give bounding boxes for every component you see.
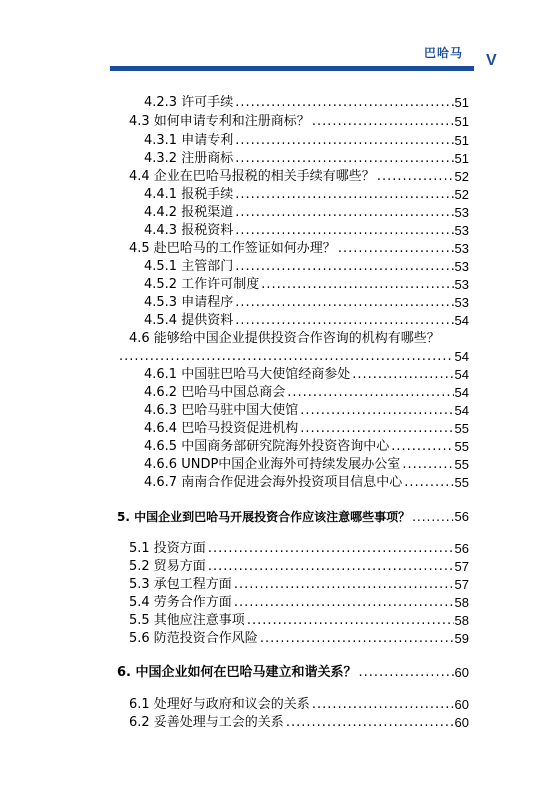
toc-entry	[144, 294, 469, 312]
leader-dots	[352, 366, 453, 384]
leader-dots	[404, 474, 453, 492]
toc-entry	[144, 222, 469, 240]
leader-dots	[234, 576, 454, 594]
toc-entry-label: 4.3.2 注册商标	[144, 151, 234, 166]
toc-entry-page: 55	[454, 457, 469, 472]
toc-chapter	[117, 508, 469, 526]
toc-entry-label: 6.1 处理好与政府和议会的关系	[129, 697, 310, 712]
toc-entry	[129, 594, 469, 612]
toc-entry-label: 4.5.1 主管部门	[144, 259, 234, 274]
leader-dots	[235, 258, 453, 276]
toc-entry-page: 54	[454, 385, 469, 400]
leader-dots	[261, 276, 453, 294]
toc-entry	[129, 612, 469, 630]
toc-entry-page: 54	[454, 367, 469, 382]
leader-dots	[235, 222, 453, 240]
toc-entry-label: 4.5.2 工作许可制度	[144, 277, 260, 292]
toc-entry-label: 4.4.1 报税手续	[144, 187, 234, 202]
toc-entry-label: 5.4 劳务合作方面	[129, 595, 232, 610]
toc-chapter	[117, 664, 469, 682]
toc-entry-label: 4.6.2 巴哈马中国总商会	[144, 385, 286, 400]
toc-entry	[144, 384, 469, 402]
toc-entry	[129, 540, 469, 558]
leader-dots	[235, 150, 453, 168]
toc-entry	[129, 714, 469, 732]
leader-dots	[312, 113, 454, 131]
toc-entry	[144, 312, 469, 330]
leader-dots	[300, 420, 453, 438]
toc-entry-page: 51	[454, 133, 469, 148]
toc-entry-label: 5.6 防范投资合作风险	[129, 631, 258, 646]
toc-entry-page: 55	[454, 475, 469, 490]
toc-entry	[144, 94, 469, 112]
leader-dots	[359, 664, 454, 682]
toc-entry	[144, 366, 469, 384]
toc-entry-label: 4.3 如何申请专利和注册商标？	[129, 114, 310, 129]
toc-entry-label: 4.6.4 巴哈马投资促进机构	[144, 421, 299, 436]
leader-dots	[208, 540, 454, 558]
toc-entry-label: 4.6 能够给中国企业提供投资合作咨询的机构有哪些？	[129, 331, 440, 346]
leader-dots	[412, 508, 453, 526]
leader-dots	[300, 402, 453, 420]
toc-entry	[129, 630, 469, 648]
toc-entry-label: 4.5.4 提供资料	[144, 313, 234, 328]
toc-entry-page: 55	[454, 439, 469, 454]
toc-entry-label: 4.4 企业在巴哈马报税的相关手续有哪些？	[129, 169, 375, 184]
toc-entry	[129, 330, 469, 348]
toc-entry-label: 4.4.2 报税渠道	[144, 205, 234, 220]
toc-entry-label: 4.6.5 中国商务部研究院海外投资咨询中心	[144, 439, 390, 454]
running-header-title: 巴哈马	[424, 46, 464, 60]
page-numeral: V	[486, 52, 497, 69]
toc-entry	[144, 204, 469, 222]
toc-entry-continuation	[117, 348, 469, 366]
toc-entry-page: 54	[454, 349, 469, 364]
toc-entry-page: 53	[454, 205, 469, 220]
toc-entry-label: 4.5 赴巴哈马的工作签证如何办理？	[129, 241, 336, 256]
toc-entry	[129, 576, 469, 594]
toc-entry-page: 60	[454, 665, 469, 680]
toc-entry	[129, 558, 469, 576]
leader-dots	[235, 294, 453, 312]
toc-entry-label: 4.6.1 中国驻巴哈马大使馆经商参处	[144, 367, 351, 382]
toc-entry-label: 5. 中国企业到巴哈马开展投资合作应该注意哪些事项？	[117, 510, 411, 524]
toc-entry	[144, 456, 469, 474]
toc-entry-page: 60	[454, 715, 469, 730]
toc-entry-label: 6. 中国企业如何在巴哈马建立和谐关系？	[117, 665, 357, 680]
toc-entry	[144, 438, 469, 456]
leader-dots	[260, 630, 454, 648]
leader-dots	[247, 612, 454, 630]
toc-entry-page: 60	[454, 697, 469, 712]
leader-dots	[234, 594, 454, 612]
leader-dots	[377, 168, 454, 186]
toc-entry-page: 51	[454, 151, 469, 166]
toc-entry-page: 57	[454, 559, 469, 574]
toc-entry-page: 59	[454, 631, 469, 646]
toc-entry	[129, 113, 469, 131]
toc-entry-page: 56	[454, 541, 469, 556]
toc-entry-page: 51	[454, 95, 469, 110]
toc-entry	[129, 240, 469, 258]
toc-entry-page: 58	[454, 613, 469, 628]
leader-dots	[208, 558, 454, 576]
leader-dots	[235, 94, 453, 112]
leader-dots	[402, 456, 453, 474]
leader-dots	[391, 438, 453, 456]
toc-entry-label: 4.2.3 许可手续	[144, 95, 234, 110]
leader-dots	[119, 348, 454, 366]
leader-dots	[338, 240, 454, 258]
toc-entry-label: 6.2 妥善处理与工会的关系	[129, 715, 284, 730]
toc-entry-page: 53	[454, 223, 469, 238]
toc-entry-page	[442, 330, 443, 348]
toc-entry-label: 5.1 投资方面	[129, 541, 206, 556]
toc-entry-page: 53	[454, 277, 469, 292]
toc-entry	[129, 696, 469, 714]
toc-entry	[144, 276, 469, 294]
toc-entry-label: 4.4.3 报税资料	[144, 223, 234, 238]
leader-dots	[235, 132, 453, 150]
toc-entry-page: 54	[454, 313, 469, 328]
toc-entry-page: 54	[454, 403, 469, 418]
toc-entry	[144, 474, 469, 492]
toc-entry-label: 4.6.6 UNDP中国企业海外可持续发展办公室	[144, 457, 401, 472]
toc-entry-label: 4.5.3 申请程序	[144, 295, 234, 310]
toc-entry-page: 52	[454, 187, 469, 202]
leader-dots	[312, 696, 454, 714]
leader-dots	[286, 714, 454, 732]
toc-entry	[144, 258, 469, 276]
toc-entry-page: 57	[454, 577, 469, 592]
toc-entry-label: 5.3 承包工程方面	[129, 577, 232, 592]
toc-entry	[129, 168, 469, 186]
toc-entry-page: 53	[454, 259, 469, 274]
toc-entry	[144, 132, 469, 150]
toc-entry-page: 53	[454, 295, 469, 310]
toc-entry-label: 4.3.1 申请专利	[144, 133, 234, 148]
toc-entry-page: 58	[454, 595, 469, 610]
toc-entry-page: 52	[454, 169, 469, 184]
toc-entry	[144, 402, 469, 420]
toc-entry-page: 55	[454, 421, 469, 436]
toc-entry-page: 56	[454, 509, 469, 524]
toc-entry-page: 51	[454, 114, 469, 129]
toc-entry	[144, 420, 469, 438]
leader-dots	[235, 204, 453, 222]
toc-entry-label: 5.5 其他应注意事项	[129, 613, 245, 628]
toc-entry-label: 5.2 贸易方面	[129, 559, 206, 574]
toc-entry-label: 4.6.3 巴哈马驻中国大使馆	[144, 403, 299, 418]
leader-dots	[235, 312, 453, 330]
leader-dots	[287, 384, 453, 402]
toc-entry	[144, 150, 469, 168]
toc-entry-label: 4.6.7 南南合作促进会海外投资项目信息中心	[144, 475, 403, 490]
toc-entry-page: 53	[454, 241, 469, 256]
toc-entry	[144, 186, 469, 204]
leader-dots	[235, 186, 453, 204]
